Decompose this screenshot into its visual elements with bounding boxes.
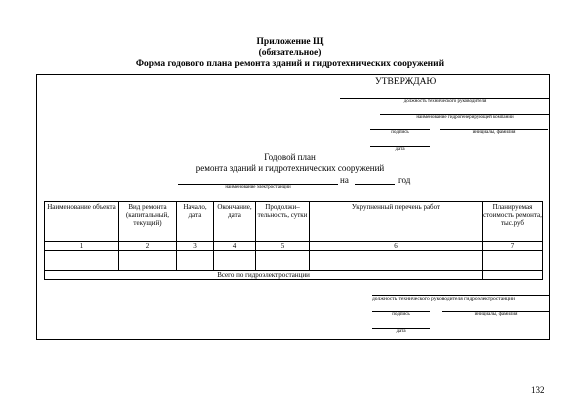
signature-caption: подпись xyxy=(391,130,409,135)
appendix-title: Приложение Щ xyxy=(256,37,324,47)
table-cell[interactable] xyxy=(177,251,214,271)
plan-subtitle: ремонта зданий и гидротехнических сооружений xyxy=(195,163,385,173)
header-work-list: Укрупненный перечень работ xyxy=(310,202,483,242)
date-caption: дата xyxy=(395,147,405,152)
repair-plan-table xyxy=(44,201,543,280)
column-number: 5 xyxy=(256,242,310,251)
plant-head-position-caption: должность технического руководителя гидроэлектростанции xyxy=(372,296,515,302)
table-row xyxy=(45,251,543,271)
column-number-row xyxy=(45,242,543,251)
total-value-cell[interactable] xyxy=(483,271,543,280)
header-planned-cost: Планируемая стоимость ремонта, тыс.руб xyxy=(483,202,543,242)
table-cell[interactable] xyxy=(483,251,543,271)
header-object-name: Наименование объекта xyxy=(45,202,119,242)
header-start-date: Начало, дата xyxy=(177,202,214,242)
footer-signature-caption: подпись xyxy=(392,312,410,317)
position-caption: должность технического руководителя xyxy=(403,99,487,104)
company-caption: наименование гидрогенерирующей компании xyxy=(416,115,514,120)
header-duration: Продолжи–тельность, сутки xyxy=(256,202,310,242)
on-label: на xyxy=(340,175,349,185)
table-header-row xyxy=(45,202,543,242)
plan-title: Годовой план xyxy=(264,152,316,162)
column-number: 7 xyxy=(483,242,543,251)
header-end-date: Окончание, дата xyxy=(214,202,256,242)
appendix-status: (обязательное) xyxy=(258,48,322,58)
total-row xyxy=(45,271,543,280)
page-number: 132 xyxy=(531,385,545,395)
column-number: 6 xyxy=(310,242,483,251)
column-number: 2 xyxy=(119,242,177,251)
total-label: Всего по гидроэлектростанции xyxy=(45,271,483,280)
year-label: год xyxy=(398,175,411,185)
table-cell[interactable] xyxy=(256,251,310,271)
year-line[interactable] xyxy=(355,184,395,185)
form-title: Форма годового плана ремонта зданий и гидротехнических сооружений xyxy=(135,59,445,69)
initials-caption: инициалы, фамилия xyxy=(472,130,516,135)
table-cell[interactable] xyxy=(214,251,256,271)
approval-title: УТВЕРЖДАЮ xyxy=(375,77,437,87)
column-number: 1 xyxy=(45,242,119,251)
table-cell[interactable] xyxy=(310,251,483,271)
plant-caption: наименование электростанции xyxy=(225,185,291,190)
table-cell[interactable] xyxy=(45,251,119,271)
table-cell[interactable] xyxy=(119,251,177,271)
column-number: 4 xyxy=(214,242,256,251)
header-repair-type: Вид ремонта (капитальный, текущий) xyxy=(119,202,177,242)
column-number: 3 xyxy=(177,242,214,251)
footer-initials-caption: инициалы, фамилия xyxy=(474,312,518,317)
footer-date-caption: дата xyxy=(396,329,406,334)
